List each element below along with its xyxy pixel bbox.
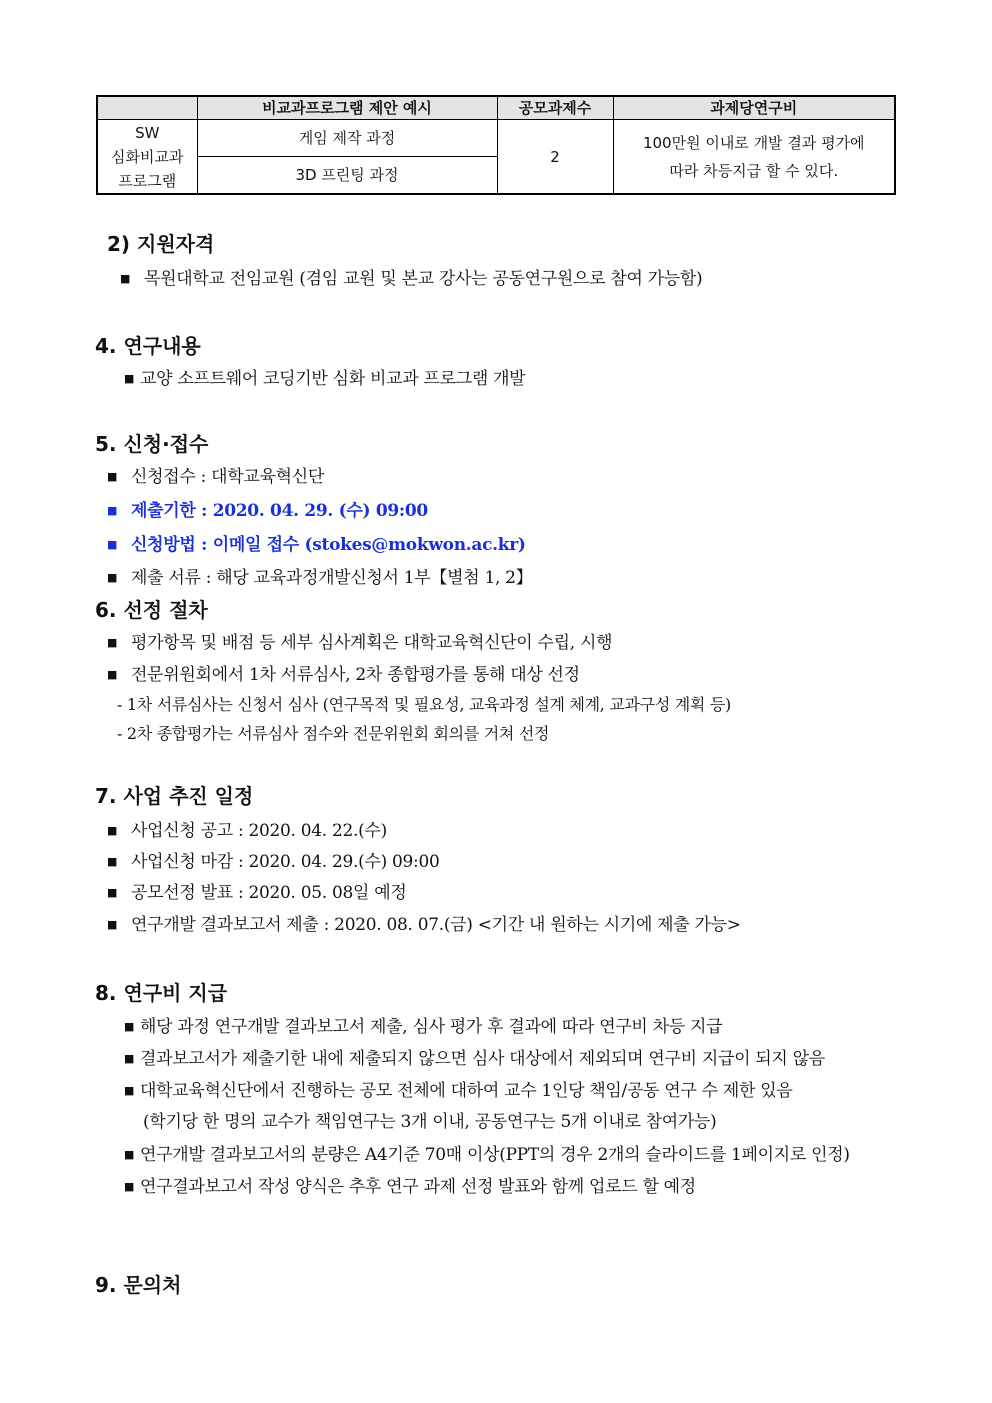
list-item: ■ 대학교육혁신단에서 진행하는 공모 전체에 대하여 교수 1인당 책임/공동 연구 수 제한 있음 [124, 1081, 793, 1101]
bullet-icon: ■ [124, 1052, 135, 1065]
bullet-icon: ■ [107, 504, 118, 517]
bullet-icon: ■ [120, 272, 131, 285]
bullet-icon: ■ [124, 372, 135, 385]
list-item: ■ 신청접수 : 대학교육혁신단 [107, 467, 324, 487]
bullet-icon: ■ [124, 1148, 135, 1161]
bullet-icon: ■ [124, 1084, 135, 1097]
table-cell-example: 게임 제작 과정 [197, 120, 497, 157]
bullet-icon: ■ [107, 470, 118, 483]
list-item: ■ 사업신청 공고 : 2020. 04. 22.(수) [107, 821, 387, 841]
bullet-icon: ■ [107, 571, 118, 584]
bullet-icon: ■ [107, 886, 118, 899]
table-row [97, 120, 895, 157]
program-table [96, 95, 896, 195]
list-item: ■ 연구결과보고서 작성 양식은 추후 연구 과제 선정 발표와 함께 업로드 할 예정 [124, 1177, 696, 1197]
list-item: ■ 사업신청 마감 : 2020. 04. 29.(수) 09:00 [107, 852, 440, 872]
method-item: ■ 신청방법 : 이메일 접수 (stokes@mokwon.ac.kr) [107, 535, 526, 555]
list-item: ■ 목원대학교 전임교원 (겸임 교원 및 본교 강사는 공동연구원으로 참여 가능함) [120, 269, 703, 289]
bullet-icon: ■ [107, 668, 118, 681]
section-title: 6. 선정 절차 [95, 598, 208, 622]
table-row-head: SW 심화비교과 프로그램 [97, 120, 197, 195]
list-item: ■ 공모선정 발표 : 2020. 05. 08일 예정 [107, 883, 407, 903]
bullet-icon: ■ [124, 1180, 135, 1193]
sub-item: - 2차 종합평가는 서류심사 점수와 전문위원회 회의를 거쳐 선정 [117, 724, 550, 743]
list-item: ■ 결과보고서가 제출기한 내에 제출되지 않으면 심사 대상에서 제외되며 연구비 지급이 되지 않음 [124, 1049, 825, 1069]
bullet-icon: ■ [124, 1020, 135, 1033]
bullet-icon: ■ [107, 538, 118, 551]
list-item: ■ 평가항목 및 배점 등 세부 심사계획은 대학교육혁신단이 수립, 시행 [107, 633, 613, 653]
table-cell-budget: 100만원 이내로 개발 결과 평가에 따라 차등지급 할 수 있다. [613, 120, 895, 195]
list-item: ■ 전문위원회에서 1차 서류심사, 2차 종합평가를 통해 대상 선정 [107, 665, 580, 685]
list-item: ■ 교양 소프트웨어 코딩기반 심화 비교과 프로그램 개발 [124, 369, 526, 389]
bullet-icon: ■ [107, 636, 118, 649]
table-header-budget: 과제당연구비 [613, 96, 895, 120]
bullet-icon: ■ [107, 824, 118, 837]
bullet-icon: ■ [107, 855, 118, 868]
sub-item: - 1차 서류심사는 신청서 심사 (연구목적 및 필요성, 교육과정 설계 체계, 교과구성 계획 등) [117, 695, 731, 714]
bullet-icon: ■ [107, 918, 118, 931]
list-item-note: (학기당 한 명의 교수가 책임연구는 3개 이내, 공동연구는 5개 이내로 참여가능) [143, 1112, 717, 1132]
list-item: ■ 해당 과정 연구개발 결과보고서 제출, 심사 평가 후 결과에 따라 연구비 차등 지급 [124, 1017, 723, 1037]
section-title: 9. 문의처 [95, 1273, 182, 1297]
table-header-count: 공모과제수 [497, 96, 613, 120]
list-item: ■ 연구개발 결과보고서의 분량은 A4기준 70매 이상(PPT의 경우 2개의 슬라이드를 1페이지로 인정) [124, 1145, 850, 1165]
table-cell-example: 3D 프린팅 과정 [197, 157, 497, 195]
section-title: 4. 연구내용 [95, 334, 201, 358]
table-header-example: 비교과프로그램 제안 예시 [197, 96, 497, 120]
section-title: 2) 지원자격 [107, 232, 215, 256]
section-title: 5. 신청·접수 [95, 432, 209, 456]
table-header-row [97, 96, 895, 120]
table-cell-count: 2 [497, 120, 613, 195]
list-item: ■ 제출 서류 : 해당 교육과정개발신청서 1부【별첨 1, 2】 [107, 568, 533, 588]
section-title: 7. 사업 추진 일정 [95, 784, 254, 808]
list-item: ■ 연구개발 결과보고서 제출 : 2020. 08. 07.(금) <기간 내 원하는 시기에 제출 가능> [107, 915, 741, 935]
table-header-empty [97, 96, 197, 120]
section-title: 8. 연구비 지급 [95, 981, 228, 1005]
deadline-item: ■ 제출기한 : 2020. 04. 29. (수) 09:00 [107, 501, 428, 521]
